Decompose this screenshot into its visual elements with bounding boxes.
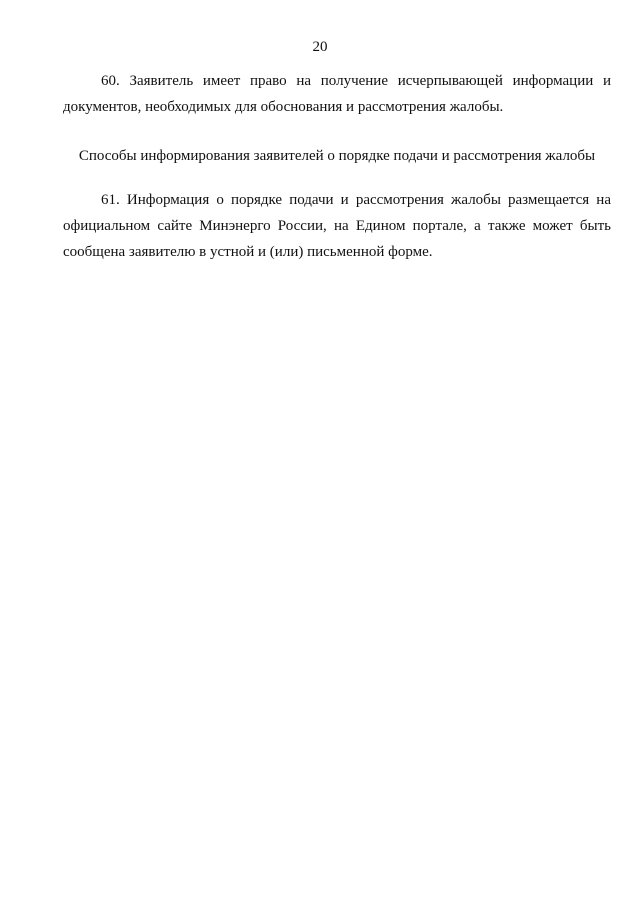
- paragraph-61-line-3: сообщена заявителю в устной и (или) письменной форме.: [63, 244, 433, 260]
- page-number: 20: [312, 39, 328, 55]
- paragraph-61-line-1: 61. Информация о порядке подачи и рассмотрения жалобы размещается на: [101, 192, 611, 208]
- paragraph-61-line-2: официальном сайте Минэнерго России, на Едином портале, а также может быть: [63, 218, 611, 234]
- paragraph-60: [63, 68, 611, 120]
- section-heading: Способы информирования заявителей о порядке подачи и рассмотрения жалобы: [78, 148, 596, 164]
- paragraph-60-line-1: 60. Заявитель имеет право на получение исчерпывающей информации и: [101, 73, 611, 89]
- paragraph-60-line-2: документов, необходимых для обоснования и рассмотрения жалобы.: [63, 99, 504, 115]
- paragraph-61: [63, 187, 611, 265]
